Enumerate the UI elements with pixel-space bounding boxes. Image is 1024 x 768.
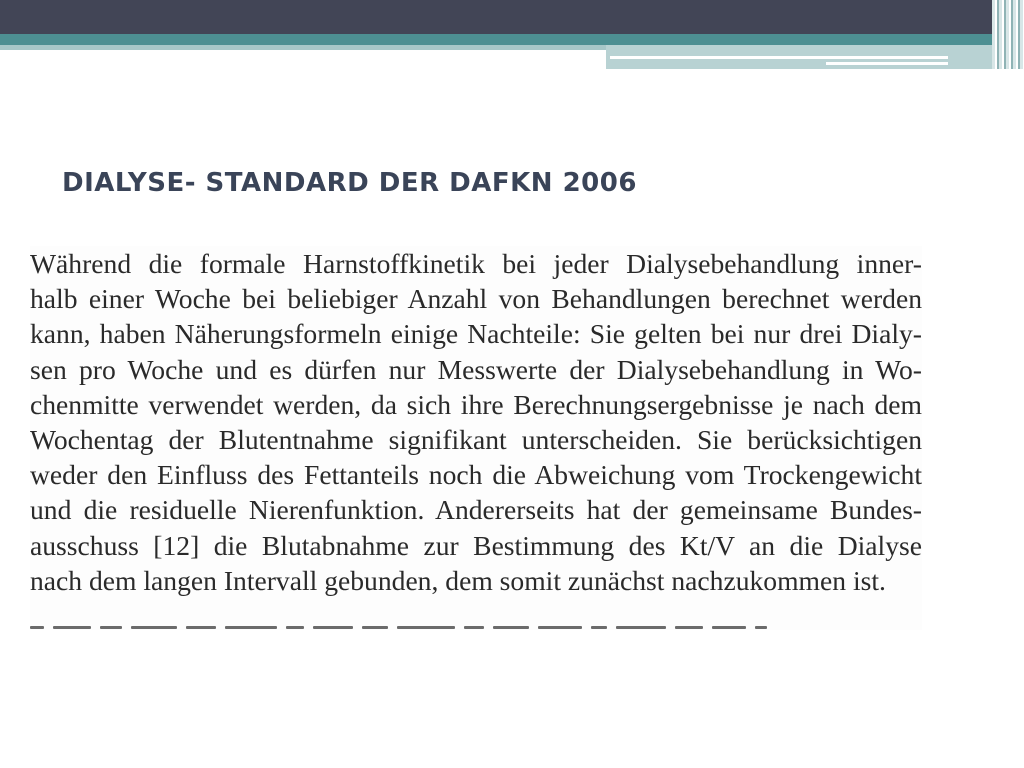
header-band-light xyxy=(0,45,606,50)
header-stripes-decoration xyxy=(992,0,1024,69)
paragraph-line: Wochentag der Blutentnahme signifikant unterscheiden. Sie berücksichtigen xyxy=(30,424,922,456)
paragraph-line: sen pro Woche und es dürfen nur Messwerte der Dialysebehandlung in Wo- xyxy=(30,353,922,385)
header-band-teal xyxy=(0,34,1024,45)
cropped-next-line-fragment xyxy=(30,624,910,630)
paragraph-line: nach dem langen Intervall gebunden, dem somit zunächst nachzukommen ist. xyxy=(30,564,886,596)
scanned-text-excerpt xyxy=(30,246,922,630)
paragraph-line: weder den Einfluss des Fettanteils noch die Abweichung vom Trockengewicht xyxy=(30,459,922,491)
header-accent-line-short xyxy=(826,62,948,65)
slide-title: DIALYSE- STANDARD DER DAFKN 2006 xyxy=(62,168,637,198)
paragraph-line: ausschuss [12] die Blutabnahme zur Bestimmung des Kt/V an die Dialyse xyxy=(30,529,922,561)
paragraph-line: chenmitte verwendet werden, da sich ihre Berechnungsergebnisse je nach dem xyxy=(30,388,922,420)
paragraph-line: und die residuelle Nierenfunktion. Andererseits hat der gemeinsame Bundes- xyxy=(30,494,922,526)
header-accent-line xyxy=(610,56,948,59)
paragraph-line: Während die formale Harnstoffkinetik bei jeder Dialysebehandlung inner- xyxy=(30,248,922,279)
paragraph-line: halb einer Woche bei beliebiger Anzahl von Behandlungen berechnet werden xyxy=(30,283,922,315)
header-band-dark xyxy=(0,0,1024,34)
paragraph-line: kann, haben Näherungsformeln einige Nachteile: Sie gelten bei nur drei Dialy- xyxy=(30,318,922,350)
